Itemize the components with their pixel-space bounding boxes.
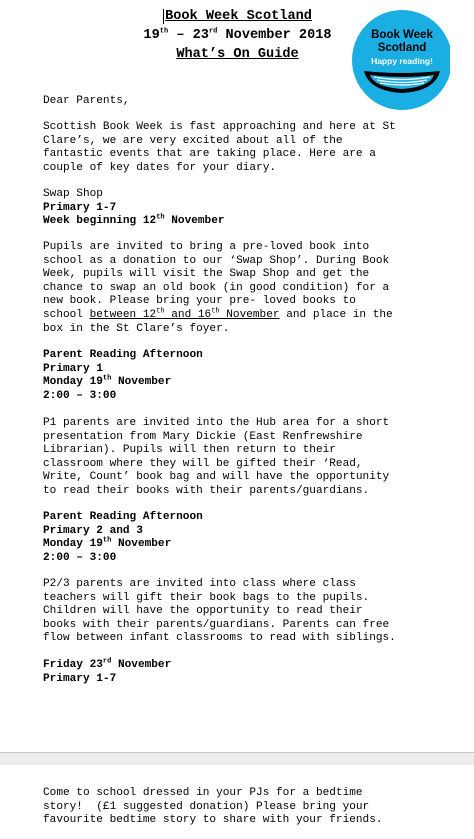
logo-line-1: Book Week xyxy=(371,29,433,41)
intro-paragraph: Scottish Book Week is fast approaching and here at St Clare’s, we are very excited about all of the fantastic events that are taking place. Here are a couple of key dates for your diary. xyxy=(43,121,396,174)
greeting: Dear Parents, xyxy=(43,95,130,107)
reading-afternoon-p23-header: Parent Reading Afternoon Primary 2 and 3 Monday 19th November 2:00 – 3:00 xyxy=(43,511,203,564)
document-page-2 xyxy=(0,765,474,839)
swap-date: Week beginning 12th November xyxy=(43,213,225,228)
logo-line-2: Scotland xyxy=(377,42,427,54)
spellcheck-word: Guide xyxy=(257,47,299,62)
friday-header: Friday 23rd November Primary 1-7 xyxy=(43,657,172,685)
title-line-2: 19th – 23rd November 2018 xyxy=(143,27,332,43)
reading-afternoon-p1-paragraph: P1 parents are invited into the Hub area for a short presentation from Mary Dickie (East Renfrewshire Librarian). Pupils will then return to their classroom where they will be gifted their ‘Read, Write, Count’ book bag and will have the opportunity to read their books with their parents/guardians. xyxy=(43,417,390,497)
title-line-1: Book Week Scotland xyxy=(165,9,312,24)
swap-shop-paragraph: Pupils are invited to bring a pre-loved book into school as a donation to our ‘Swap Shop’. During Book Week, pupils will visit the Swap Shop and get the chance to swap an old book (in good condition) for a new book. Please bring your pre- loved books to school between 12th and 16th November and place in the box in the St Clare’s foyer. xyxy=(43,241,393,335)
reading-afternoon-p1-header: Parent Reading Afternoon Primary 1 Monday 19th November 2:00 – 3:00 xyxy=(43,349,203,402)
swap-shop-header xyxy=(43,188,433,229)
title-line-3: What’s On Guide xyxy=(176,47,299,62)
swap-group: Primary 1-7 xyxy=(43,201,117,214)
reading-afternoon-p23-paragraph: P2/3 parents are invited into class where class teachers will gift their book bags to the pupils. Children will have the opportunity to read their books with their parents/guardians. Parents can free flow between infant classrooms to read with siblings. xyxy=(43,578,396,645)
swap-heading: Swap Shop xyxy=(43,188,103,200)
page-break-gap xyxy=(0,752,474,766)
logo-line-3: Happy reading! xyxy=(371,56,433,66)
text-cursor xyxy=(163,9,164,24)
pj-day-paragraph: Come to school dressed in your PJs for a bedtime story! (£1 suggested donation) Please bring your favourite bedtime story to share with your friends. xyxy=(43,787,383,827)
